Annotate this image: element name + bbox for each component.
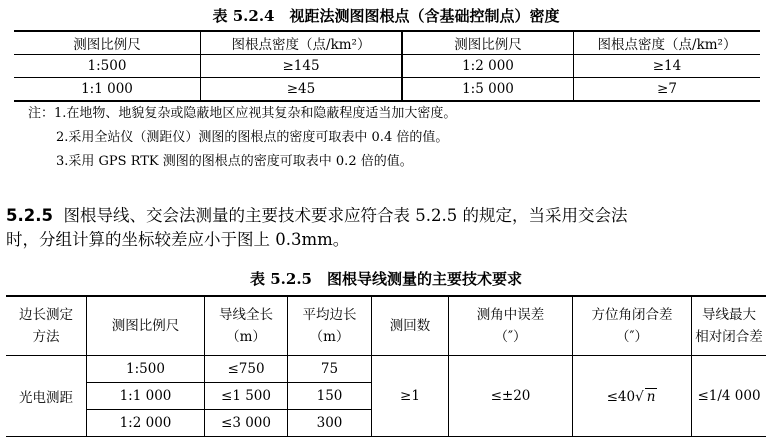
- paragraph: [6, 204, 772, 252]
- closure-radicand: n: [646, 388, 656, 405]
- header-line: 平均边长: [302, 307, 357, 323]
- section-number: 5.2.5: [6, 206, 53, 225]
- header-cell: 图根点密度（点/km²）: [201, 31, 403, 55]
- table-cell: ≥14: [574, 55, 761, 78]
- header-cell: [449, 296, 573, 356]
- header-cell: [205, 296, 288, 356]
- closure-cell: ≤40√ n: [573, 356, 692, 437]
- paragraph-line-1: [6, 204, 772, 228]
- table2-caption: 表 5.2.5 图根导线测量的主要技术要求: [250, 270, 522, 288]
- header-line: （m）: [226, 329, 266, 345]
- note-2: 2.采用全站仪（测距仪）测图的图根点的密度可取表中 0.4 倍的值。: [56, 130, 449, 145]
- table-cell: 150: [288, 383, 372, 410]
- note-3: 3.采用 GPS RTK 测图的图根点的密度可取表中 0.2 倍的值。: [56, 154, 413, 169]
- header-cell: 图根点密度（点/km²）: [574, 31, 761, 55]
- note-1: 注：1.在地物、地貌复杂或隐蔽地区应视其复杂和隐蔽程度适当加大密度。: [28, 106, 457, 121]
- table-cell: 1:2 000: [402, 55, 574, 78]
- table1-caption: 表 5.2.4 视距法测图图根点（含基础控制点）密度: [212, 7, 560, 25]
- table-cell: 1:2 000: [87, 410, 205, 437]
- table-cell: 75: [288, 356, 372, 383]
- header-cell: 测回数: [372, 296, 449, 356]
- header-line: 导线全长: [219, 307, 273, 323]
- paragraph-line-2: 时，分组计算的坐标较差应小于图上 0.3mm。: [6, 230, 350, 249]
- table-cell: 1:1 000: [87, 383, 205, 410]
- header-cell: [573, 296, 692, 356]
- table-row: [6, 356, 766, 383]
- header-line: 边长测定: [19, 307, 73, 323]
- header-line: 相对闭合差: [695, 329, 763, 345]
- angle-error-cell: ≤±20: [449, 356, 573, 437]
- table-header-row: [14, 31, 760, 55]
- rounds-cell: ≥1: [372, 356, 449, 437]
- table-cell: 1:500: [87, 356, 205, 383]
- table-cell: ≥7: [657, 81, 677, 97]
- table-cell: ≤1 500: [205, 383, 288, 410]
- header-line: （″）: [494, 329, 527, 345]
- method-cell: 光电测距: [6, 356, 87, 437]
- table-row: [14, 55, 760, 78]
- header-cell: 测图比例尺: [14, 31, 201, 55]
- table-cell: 1:1 000: [14, 78, 201, 102]
- table-cell: ≥145: [201, 55, 403, 78]
- table-cell: ≤750: [205, 356, 288, 383]
- header-line: （m）: [309, 329, 350, 345]
- table-cell: 1:500: [14, 55, 201, 78]
- header-line: 导线最大: [702, 307, 756, 323]
- header-line: （″）: [615, 329, 649, 345]
- header-line: 测角中误差: [476, 307, 545, 323]
- closure-coefficient: ≤40: [606, 388, 636, 405]
- header-cell: 测图比例尺: [87, 296, 205, 356]
- header-cell: [6, 296, 87, 356]
- table-row: [14, 78, 760, 102]
- traverse-requirements-table: [6, 295, 766, 437]
- relative-closure-cell: ≤1/4 000: [692, 356, 767, 437]
- table-cell: 300: [288, 410, 372, 437]
- header-line: 方法: [32, 329, 60, 345]
- table-cell: ≥45: [201, 78, 403, 102]
- header-cell: 测图比例尺: [402, 31, 574, 55]
- header-cell: [692, 296, 767, 356]
- density-table: [14, 30, 760, 102]
- table-cell: 1:5 000: [402, 78, 574, 102]
- header-cell: [288, 296, 372, 356]
- header-line: 方位角闭合差: [591, 307, 673, 323]
- table-header-row: [6, 296, 766, 356]
- paragraph-text: 图根导线、交会法测量的主要技术要求应符合表 5.2.5 的规定，当采用交会法: [63, 206, 628, 225]
- table-cell: ≤3 000: [205, 410, 288, 437]
